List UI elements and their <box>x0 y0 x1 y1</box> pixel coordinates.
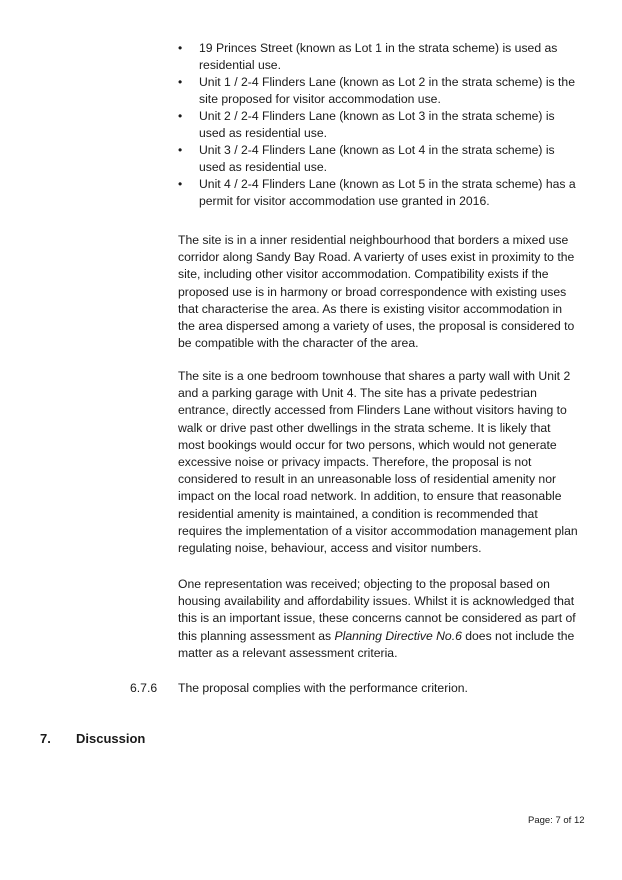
paragraph-neighbourhood: The site is in a inner residential neighbourhood that borders a mixed use corridor along Sandy Bay Road. A varierty of uses exist in proximity to the site, including other visitor accommodation. Compatibility exists if the proposed use is in harmony or broad correspondence with existing uses that characterise the area. As there is existing visitor accommodation in the area dispersed among a variety of uses, the proposal is considered to be compatible with the character of the area. <box>178 233 575 351</box>
bullet-icon: • <box>178 41 183 55</box>
section-title: Discussion <box>76 731 146 746</box>
page-number: Page: 7 of 12 <box>528 815 585 826</box>
section-number: 7. <box>40 731 51 746</box>
list-item: • 19 Princes Street (known as Lot 1 in the strata scheme) is used as residential use. <box>178 41 558 72</box>
bullet-icon: • <box>178 109 183 123</box>
list-item: • Unit 2 / 2-4 Flinders Lane (known as Lot 3 in the strata scheme) is used as residential use. <box>178 109 555 140</box>
lot-use-list <box>178 40 578 210</box>
paragraph-site-amenity: The site is a one bedroom townhouse that shares a party wall with Unit 2 and a parking garage with Unit 4. The site has a private pedestrian entrance, directly accessed from Flinders Lane without visitors having to walk or drive past other dwellings in the strata scheme. It is likely that most bookings would occur for two persons, which would not generate excessive noise or privacy impacts. Therefore, the proposal is not considered to result in an unreasonable loss of residential amenity nor impact on the local road network. In addition, to ensure that reasonable residential amenity is maintained, a condition is recommended that requires the implementation of a visitor accommodation management plan regulating noise, behaviour, access and visitor numbers. <box>178 369 578 556</box>
bullet-icon: • <box>178 177 183 191</box>
paragraph-representation: One representation was received; objecting to the proposal based on housing availability and affordability issues. Whilst it is acknowledged that this is an important issue, these concerns cannot be considered as part of this planning assessment as Planning Directive No.6 does not include the matter as a relevant assessment criteria. <box>178 577 576 660</box>
directive-title: Planning Directive No.6 <box>334 628 462 643</box>
list-item: • Unit 4 / 2-4 Flinders Lane (known as Lot 5 in the strata scheme) has a permit for visitor accommodation use granted in 2016. <box>178 177 576 208</box>
list-item: • Unit 3 / 2-4 Flinders Lane (known as Lot 4 in the strata scheme) is used as residential use. <box>178 143 555 174</box>
clause-number: 6.7.6 <box>130 681 158 695</box>
bullet-icon: • <box>178 75 183 89</box>
clause-text: The proposal complies with the performance criterion. <box>178 681 468 695</box>
list-item: • Unit 1 / 2-4 Flinders Lane (known as Lot 2 in the strata scheme) is the site proposed for visitor accommodation use. <box>178 75 575 106</box>
bullet-icon: • <box>178 143 183 157</box>
